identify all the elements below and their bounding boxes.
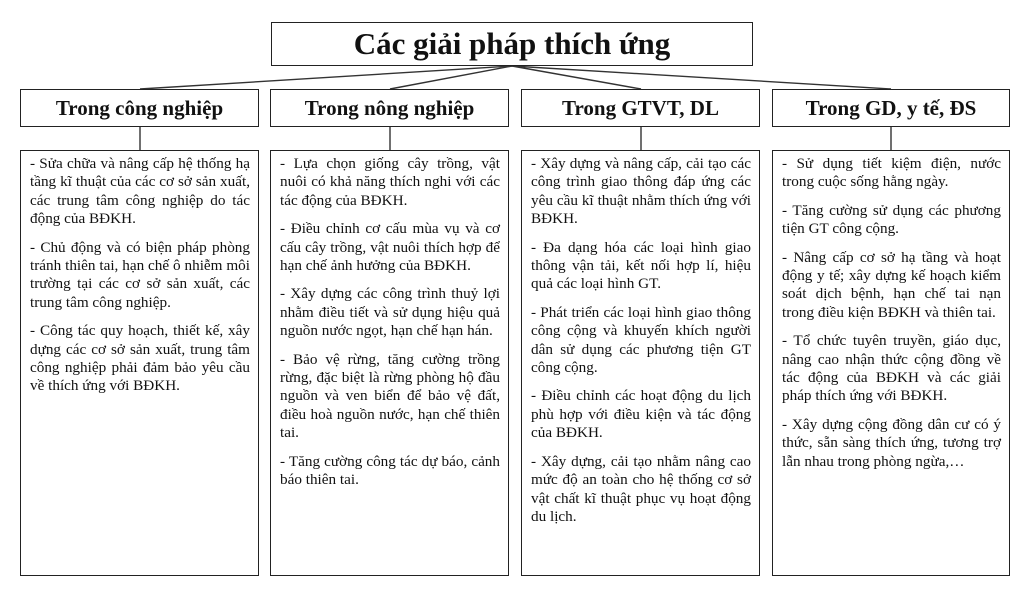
solution-item: - Điều chỉnh cơ cấu mùa vụ và cơ cấu cây trồng, vật nuôi thích hợp để hạn chế ảnh hưởng của BĐKH. bbox=[280, 220, 500, 275]
solutions-transport-tourism bbox=[521, 150, 760, 576]
heading-industry: Trong công nghiệp bbox=[20, 89, 259, 127]
solution-item: - Xây dựng các công trình thuỷ lợi nhằm điều tiết và sử dụng hiệu quả nguồn nước ngọt, hạn chế hạn hán. bbox=[280, 285, 500, 340]
solution-item: - Nâng cấp cơ sở hạ tầng và hoạt động y tế; xây dựng kế hoạch kiểm soát dịch bệnh, hạn chế tai nạn trong điều kiện BĐKH và thiên tai. bbox=[782, 248, 1001, 321]
solution-item: - Lựa chọn giống cây trồng, vật nuôi có khả năng thích nghi với các tác động của BĐKH. bbox=[280, 155, 500, 209]
diagram-title: Các giải pháp thích ứng bbox=[271, 22, 753, 66]
heading-education-health-life: Trong GD, y tế, ĐS bbox=[772, 89, 1010, 127]
solution-item: - Tăng cường sử dụng các phương tiện GT công cộng. bbox=[782, 201, 1001, 238]
connector-title-to-col4 bbox=[512, 66, 891, 89]
solution-item: - Phát triển các loại hình giao thông công cộng và khuyến khích người dân sử dụng các phương tiện GT công cộng. bbox=[531, 303, 751, 377]
solution-item: - Tổ chức tuyên truyền, giáo dục, nâng cao nhận thức cộng đồng về tác động của BĐKH và các giải pháp thích ứng với BĐKH. bbox=[782, 332, 1001, 405]
solution-item: - Sử dụng tiết kiệm điện, nước trong cuộc sống hằng ngày. bbox=[782, 155, 1001, 191]
connector-title-to-col1 bbox=[140, 66, 512, 89]
solution-item: - Chủ động và có biện pháp phòng tránh thiên tai, hạn chế ô nhiễm môi trường tại các cơ sở sản xuất, các trung tâm công nghiệp. bbox=[30, 238, 250, 311]
solution-item: - Bảo vệ rừng, tăng cường trồng rừng, đặc biệt là rừng phòng hộ đầu nguồn và ven biển để bảo vệ đất, điều hoà nguồn nước, hạn chế thiên tai. bbox=[280, 350, 500, 442]
solution-item: - Xây dựng cộng đồng dân cư có ý thức, sẵn sàng thích ứng, tương trợ lẫn nhau trong phòng ngừa,… bbox=[782, 415, 1001, 470]
solutions-education-health-life bbox=[772, 150, 1010, 576]
heading-transport-tourism: Trong GTVT, DL bbox=[521, 89, 760, 127]
heading-agriculture: Trong nông nghiệp bbox=[270, 89, 509, 127]
solution-item: - Xây dựng và nâng cấp, cải tạo các công trình giao thông đáp ứng các yêu cầu kĩ thuật nhằm thích ứng với BĐKH. bbox=[531, 155, 751, 228]
solution-item: - Tăng cường công tác dự báo, cảnh báo thiên tai. bbox=[280, 452, 500, 489]
solution-item: - Xây dựng, cải tạo nhằm nâng cao mức độ an toàn cho hệ thống cơ sở vật chất kĩ thuật phục vụ hoạt động du lịch. bbox=[531, 452, 751, 525]
solution-item: - Công tác quy hoạch, thiết kế, xây dựng các cơ sở sản xuất, trung tâm công nghiệp phải đảm bảo yêu cầu về thích ứng với BĐKH. bbox=[30, 322, 250, 395]
solutions-industry bbox=[20, 150, 259, 576]
solution-item: - Đa dạng hóa các loại hình giao thông vận tải, kết nối hợp lí, hiệu quả các loại hình GT. bbox=[531, 238, 751, 293]
solution-item: - Sửa chữa và nâng cấp hệ thống hạ tầng kĩ thuật của các cơ sở sản xuất, các trung tâm công nghiệp do tác động của BĐKH. bbox=[30, 155, 250, 228]
solution-item: - Điều chỉnh các hoạt động du lịch phù hợp với điều kiện và tác động của BĐKH. bbox=[531, 387, 751, 442]
solutions-agriculture bbox=[270, 150, 509, 576]
